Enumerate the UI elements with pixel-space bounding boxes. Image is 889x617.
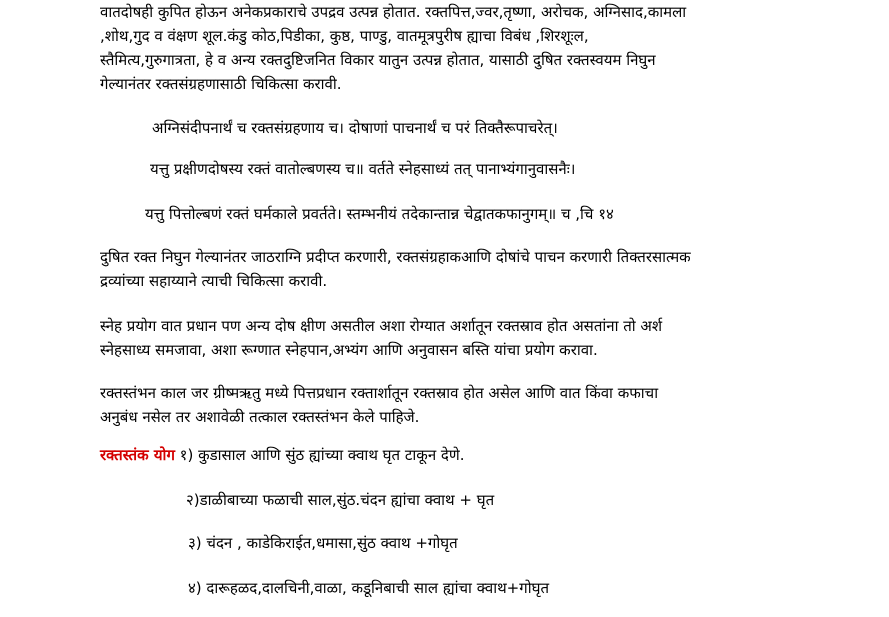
paragraph-raktastambhan: [100, 381, 800, 429]
paragraph-line: स्नेह प्रयोग वात प्रधान पण अन्य दोष क्षीण असतील अशा रोग्यात अर्शातून रक्तस्राव होत असतांना तो अर्श: [100, 317, 663, 335]
paragraph-sneha: [100, 314, 800, 362]
yoga-heading: रक्तस्तंक योग: [100, 446, 175, 464]
paragraph-line: स्नेहसाध्य समजावा, अशा रूग्णात स्नेहपान,अभ्यंग आणि अनुवासन बस्ति यांचा प्रयोग करावा.: [100, 341, 598, 359]
paragraph-line: वातदोषही कुपित होऊन अनेकप्रकाराचे उपद्रव उत्पन्न होतात. रक्तपित्त,ज्वर,तृष्णा, अरोचक, अग्निसाद,कामला: [100, 3, 687, 21]
shloka-3: यत्तु पित्तोल्बणं रक्तं घर्मकाले प्रवर्तते। स्तम्भनीयं तदेकान्तान्न चेद्वातकफानुगम्॥ च ,चि १४: [145, 205, 614, 223]
paragraph-intro: [100, 0, 800, 96]
paragraph-line: रक्तस्तंभन काल जर ग्रीष्मऋतु मध्ये पित्तप्रधान रक्तार्शातून रक्तस्राव होत असेल आणि वात किंवा कफाचा: [100, 384, 659, 402]
paragraph-line: ,शोथ,गुद व वंक्षण शूल.कंडु कोठ,पिडीका, कुष्ठ, पाण्डु, वातमूत्रपुरीष ह्याचा विबंध ,शिरशूःल,: [100, 27, 589, 45]
shloka-2: यत्तु प्रक्षीणदोषस्य रक्तं वातोल्बणस्य च॥ वर्तते स्नेहसाध्यं तत् पानाभ्यंगानुवासनैः।: [150, 160, 576, 178]
paragraph-line: दुषित रक्त निघुन गेल्यानंतर जाठराग्नि प्रदीप्त करणारी, रक्तसंग्रहाकआणि दोषांचे पाचन करणारी तिक्तरसात्मक: [100, 248, 691, 266]
yoga-item: ४) दारूहळद,दालचिनी,वाळा, कडूनिबाची साल ह्यांचा क्वाथ+गोघृत: [188, 579, 549, 597]
yoga-item: २)डाळीबाच्या फळाची साल,सुंठ.चंदन ह्यांचा क्वाथ + घृत: [186, 491, 495, 509]
shloka-1: अग्निसंदीपनार्थं च रक्तसंग्रहणाय च। दोषाणां पाचनार्थं च परं तिक्तैरूपाचरेत्।: [152, 119, 558, 137]
yoga-item-1-line: [100, 443, 465, 467]
paragraph-line: गेल्यानंतर रक्तसंग्रहणासाठी चिकित्सा करावी.: [100, 75, 342, 93]
paragraph-line: अनुबंध नसेल तर अशावेळी तत्काल रक्तस्तंभन केले पाहिजे.: [100, 408, 420, 426]
yoga-item: १) कुडासाल आणि सुंठ ह्यांच्या क्वाथ घृत टाकून देणे.: [179, 446, 465, 464]
paragraph-chikitsa: [100, 245, 800, 293]
yoga-item: ३) चंदन , काडेकिराईत,धमासा,सुंठ क्वाथ +गोघृत: [188, 534, 458, 552]
paragraph-line: द्रव्यांच्या सहाय्याने त्याची चिकित्सा करावी.: [100, 272, 328, 290]
paragraph-line: स्तैमित्य,गुरुगात्रता, हे व अन्य रक्तदुष्टिजनित विकार यातुन उत्पन्न होतात, यासाठी दुषित रक्तस्वयम निघुन: [100, 51, 656, 69]
